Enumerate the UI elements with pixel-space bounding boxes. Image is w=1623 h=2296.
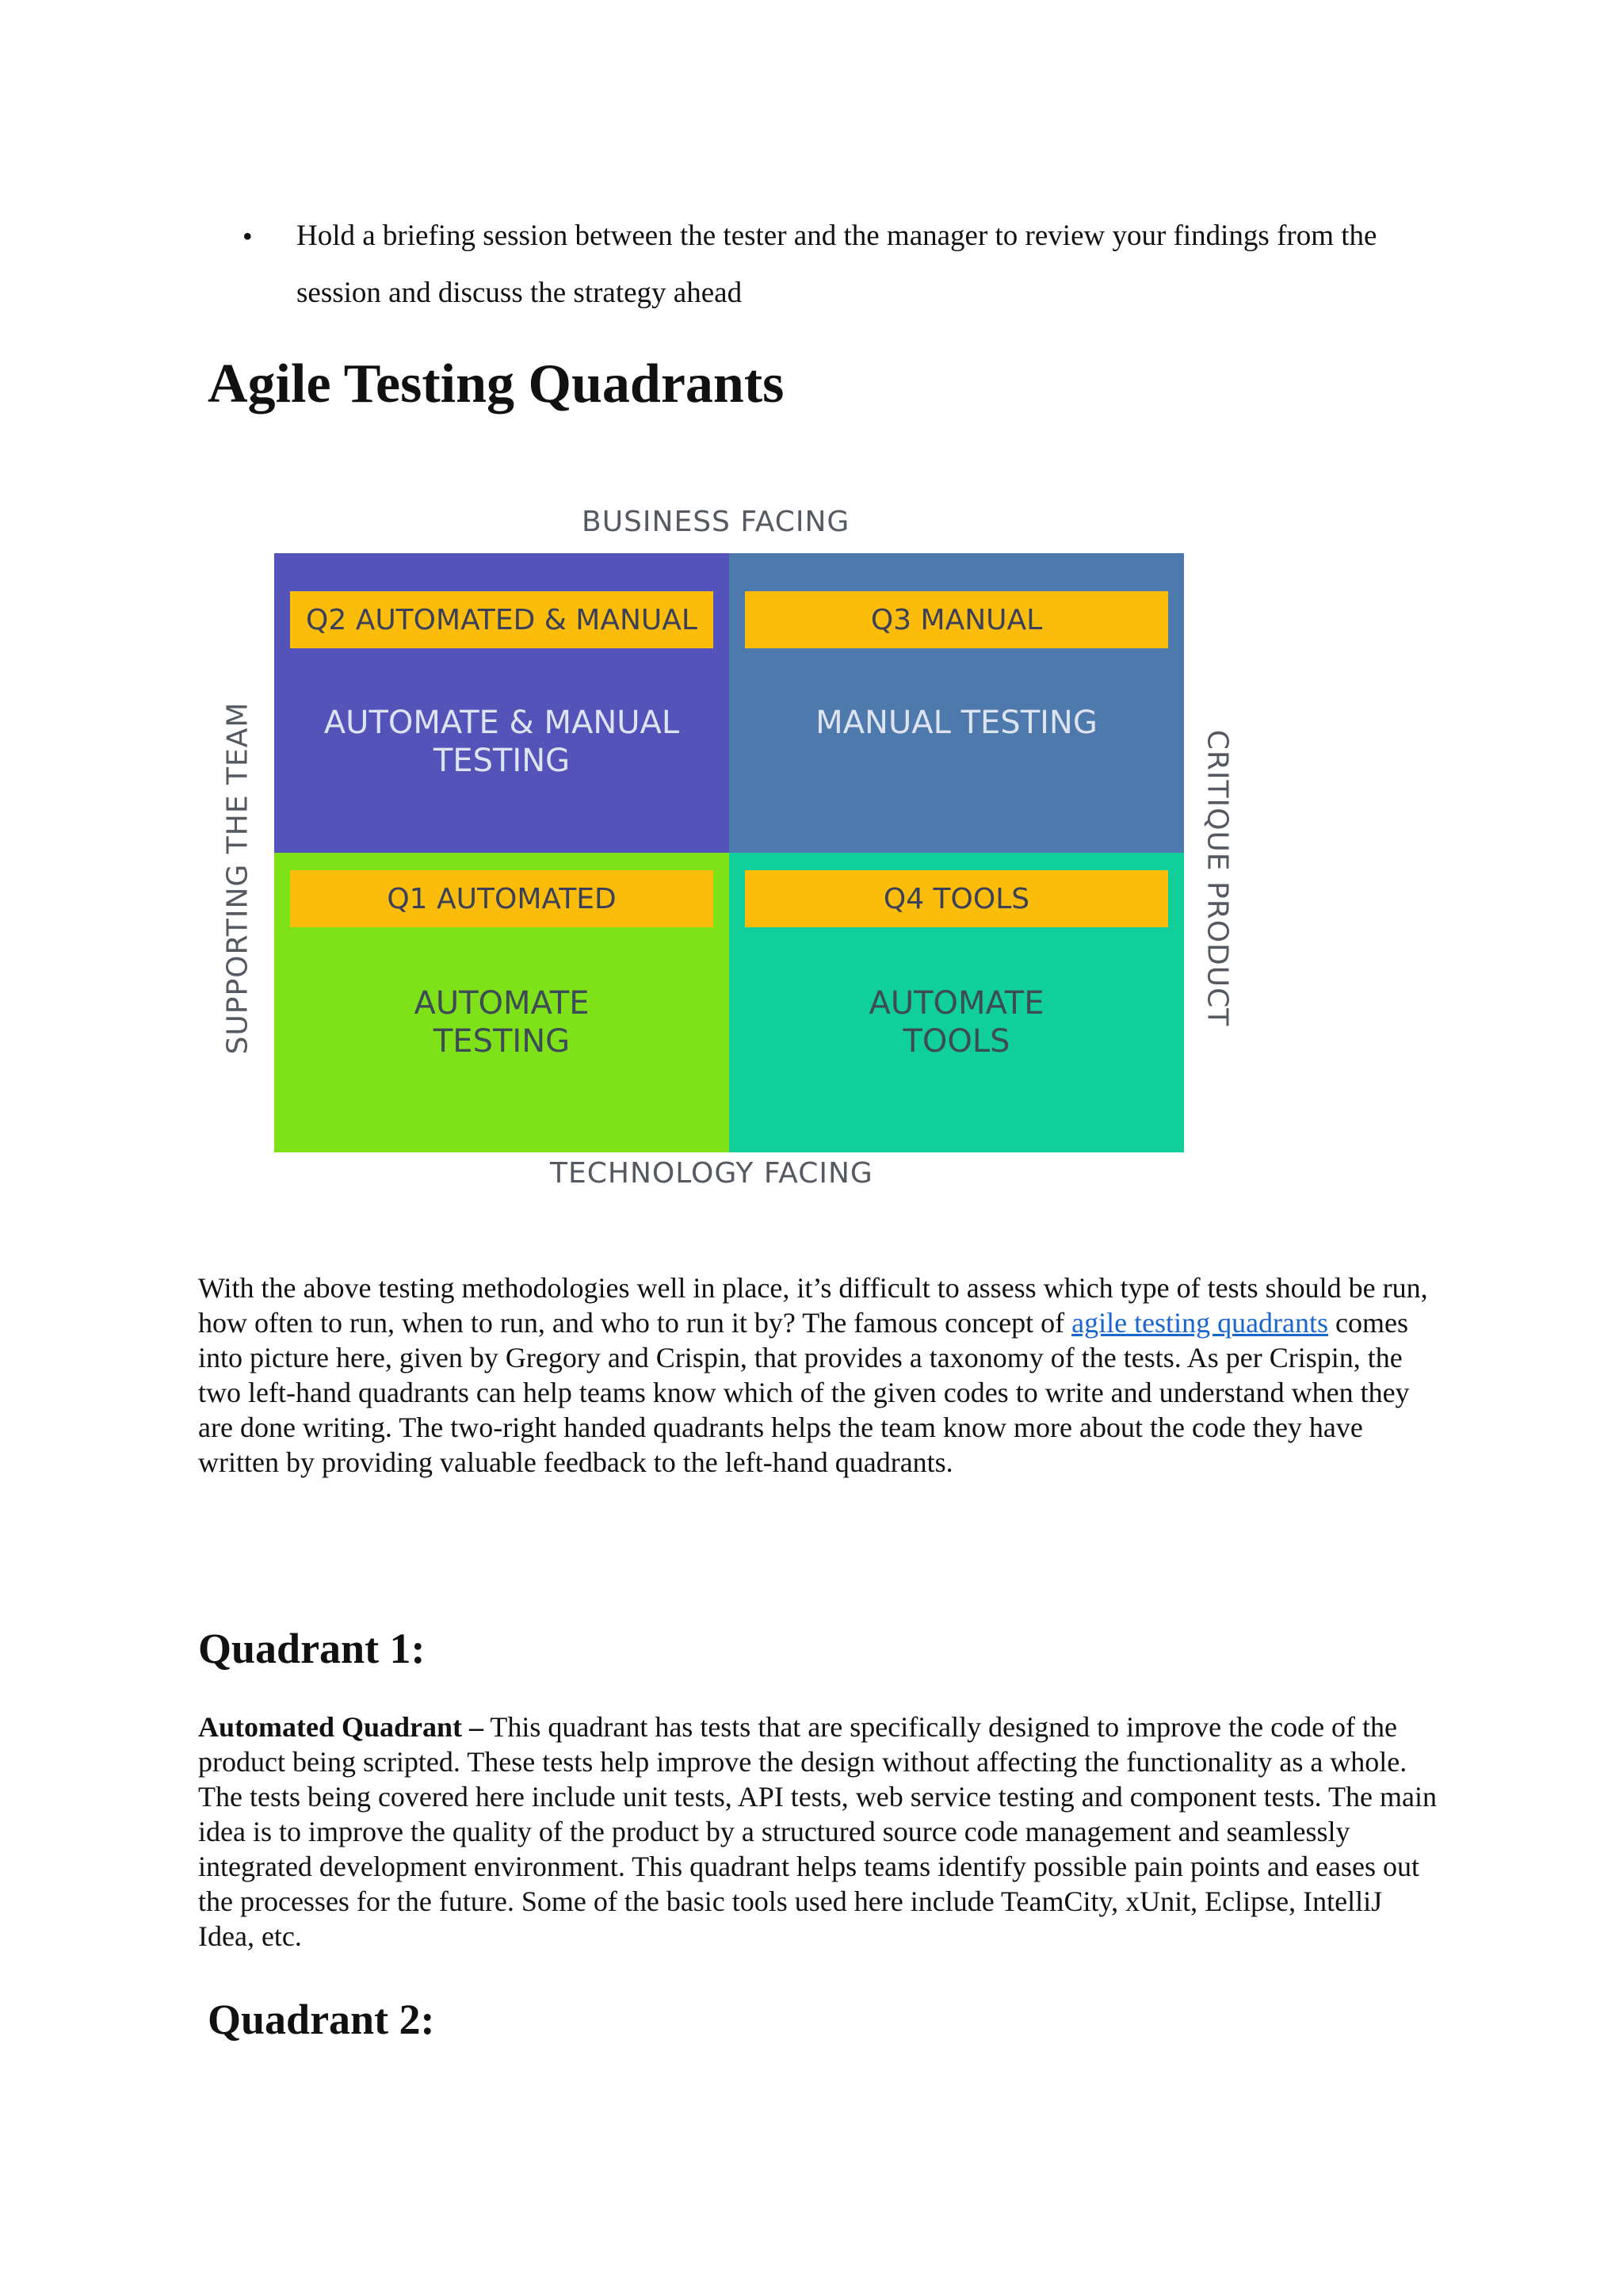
quadrant-1-paragraph (198, 1710, 1442, 1954)
quadrant-q2-text: AUTOMATE & MANUAL TESTING (323, 705, 680, 779)
axis-label-top: BUSINESS FACING (582, 506, 850, 538)
quadrant-q4-tag: Q4 TOOLS (745, 870, 1168, 927)
intro-paragraph (198, 1270, 1442, 1480)
bullet-text: Hold a briefing session between the tester and the manager to review your findings from the session and discuss the strategy ahead (296, 220, 1377, 309)
quadrant-1-text: This quadrant has tests that are specifically designed to improve the code of the product being scripted. These tests help improve the design without affecting the functionality as a whole. The tests being covered here include unit tests, API tests, web service testing and component tests. The main idea is to improve the quality of the product by a structured source code management and seamlessly integrated development environment. This quadrant helps teams identify possible pain points and eases out the processes for the future. Some of the basic tools used here include TeamCity, xUnit, Eclipse, IntelliJ Idea, etc. (198, 1711, 1437, 1952)
quadrant-q4 (729, 853, 1184, 1152)
axis-label-right: CRITIQUE PRODUCT (1201, 729, 1234, 1027)
bullet-symbol: • (242, 220, 253, 252)
quadrant-q3 (729, 553, 1184, 853)
quadrant-q2-tag: Q2 AUTOMATED & MANUAL (290, 591, 713, 648)
quadrant-q1-tag: Q1 AUTOMATED (290, 870, 713, 927)
quadrant-q1-text: AUTOMATE TESTING (414, 985, 590, 1060)
quadrant-1-label: Automated Quadrant – (198, 1711, 484, 1743)
agile-quadrants-diagram (214, 491, 1268, 1205)
bullet-list-item (242, 208, 1434, 322)
quadrant-q3-tag: Q3 MANUAL (745, 591, 1168, 648)
page-heading: Agile Testing Quadrants (208, 353, 785, 415)
quadrant-1-heading: Quadrant 1: (198, 1625, 426, 1672)
quadrant-q3-text: MANUAL TESTING (815, 705, 1098, 741)
axis-label-left: SUPPORTING THE TEAM (221, 701, 254, 1055)
intro-text-after: comes into picture here, given by Gregory and Crispin, that provides a taxonomy of the tests. As per Crispin, the two left-hand quadrants can help teams know which of the given codes to write and understand when they are done writing. The two-right handed quadrants helps the team know more about the code they have written by providing valuable feedback to the left-hand quadrants. (198, 1307, 1410, 1478)
intro-text-before: With the above testing methodologies well in place, it’s difficult to assess which type of tests should be run, how often to run, when to run, and who to run it by? The famous concept of (198, 1272, 1428, 1339)
axis-label-bottom: TECHNOLOGY FACING (550, 1157, 873, 1190)
quadrant-q4-text: AUTOMATE TOOLS (869, 985, 1044, 1060)
quadrant-q2 (274, 553, 729, 853)
agile-testing-quadrants-link[interactable]: agile testing quadrants (1071, 1307, 1329, 1339)
quadrant-2-heading: Quadrant 2: (208, 1996, 435, 2043)
quadrant-q1 (274, 853, 729, 1152)
